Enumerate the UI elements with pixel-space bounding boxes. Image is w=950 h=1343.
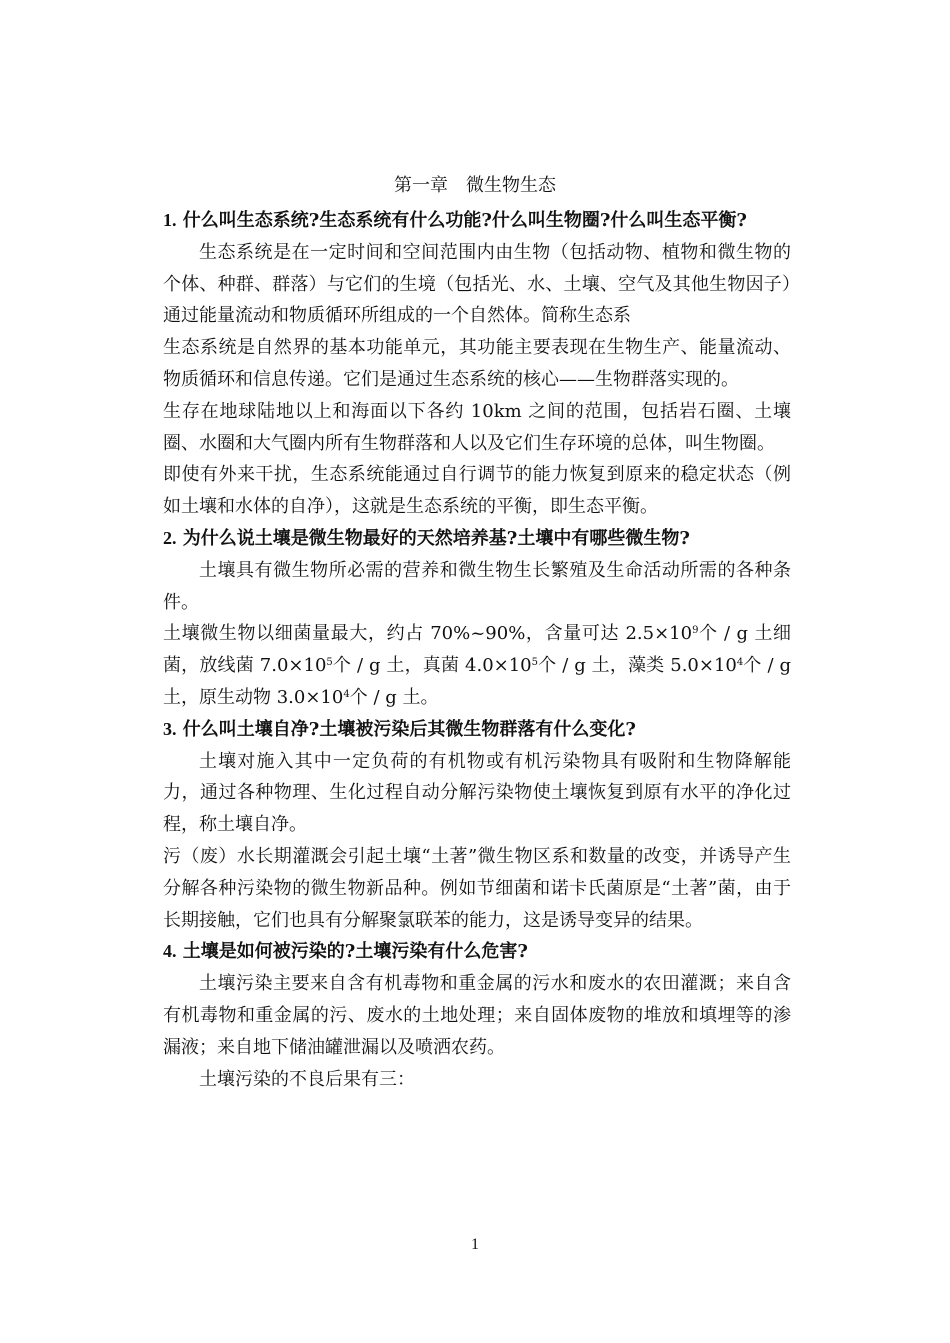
text-run: 个 / g 土，藻类 5.0×10 [538,655,737,677]
question-4 [163,936,791,968]
exponent: 5 [326,657,333,669]
text-run: 个 / g 土细菌，放线菌 7.0×10 [163,623,791,677]
question-1 [163,205,791,237]
answer-1-paragraph-1: 生态系统是在一定时间和空间范围内由生物（包括动物、植物和微生物的个体、种群、群落）与它们的生境（包括光、水、土壤、空气及其他生物因子）通过能量流动和物质循环所组成的一个自然体。简称生态系 [163,241,791,327]
exponent: 4 [343,688,350,700]
question-2 [163,523,791,555]
answer-2-paragraph-2 [163,618,791,713]
answer-3-paragraph-2: 污（废）水长期灌溉会引起土壤“土著”微生物区系和数量的改变，并诱导产生分解各种污染物的微生物新品种。例如节细菌和诺卡氏菌原是“土著”菌，由于长期接触，它们也具有分解聚氯联苯的能力，这是诱导变异的结果。 [163,845,791,931]
text-run: 个 / g 土，原生动物 3.0×10 [163,655,791,708]
exponent: 5 [531,657,539,669]
answer-1-paragraph-2: 生态系统是自然界的基本功能单元，其功能主要表现在生物生产、能量流动、物质循环和信息传递。它们是通过生态系统的核心——生物群落实现的。 [163,337,791,390]
text-run: 土壤微生物以细菌量最大，约占 70%~90%，含量可达 2.5×10 [163,623,693,645]
question-number: 4. [163,941,177,962]
answer-3-paragraph-1: 土壤对施入其中一定负荷的有机物或有机污染物具有吸附和生物降解能力，通过各种物理、生化过程自动分解污染物使土壤恢复到原有水平的净化过程，称土壤自净。 [163,750,791,836]
question-text: 为什么说土壤是微生物最好的天然培养基?土壤中有哪些微生物? [182,527,690,549]
exponent: 4 [736,657,744,669]
question-text: 什么叫生态系统?生态系统有什么功能?什么叫生物圈?什么叫生态平衡? [182,210,747,231]
question-number: 2. [163,527,177,548]
chapter-title: 第一章 微生物生态 [394,175,556,196]
answer-4-paragraph-1: 土壤污染主要来自含有机毒物和重金属的污水和废水的农田灌溉；来自含有机毒物和重金属的污、废水的土地处理；来自固体废物的堆放和填埋等的渗漏液；来自地下储油罐泄漏以及喷洒农药。 [163,973,791,1058]
exponent: 9 [692,625,699,637]
text-run: 个 / g 土。 [349,686,439,708]
answer-1-paragraph-3: 生存在地球陆地以上和海面以下各约 10km 之间的范围，包括岩石圈、土壤圈、水圈和大气圈内所有生物群落和人以及它们生存环境的总体，叫生物圈。 [163,400,791,454]
text-run: 个 / g 土，真菌 4.0×10 [332,655,532,677]
question-number: 3. [163,718,177,739]
answer-4-paragraph-2: 土壤污染的不良后果有三： [199,1068,415,1090]
page-number: 1 [471,1236,479,1253]
answer-1-paragraph-4: 即使有外来干扰，生态系统能通过自行调节的能力恢复到原来的稳定状态（例如土壤和水体的自净），这就是生态系统的平衡，即生态平衡。 [163,464,791,518]
document-body [163,205,791,1095]
question-text: 土壤是如何被污染的?土壤污染有什么危害? [182,941,528,963]
question-text: 什么叫土壤自净?土壤被污染后其微生物群落有什么变化? [182,718,636,740]
question-3 [163,714,791,746]
answer-2-paragraph-1: 土壤具有微生物所必需的营养和微生物生长繁殖及生命活动所需的各种条件。 [163,559,791,613]
question-number: 1. [163,210,177,230]
